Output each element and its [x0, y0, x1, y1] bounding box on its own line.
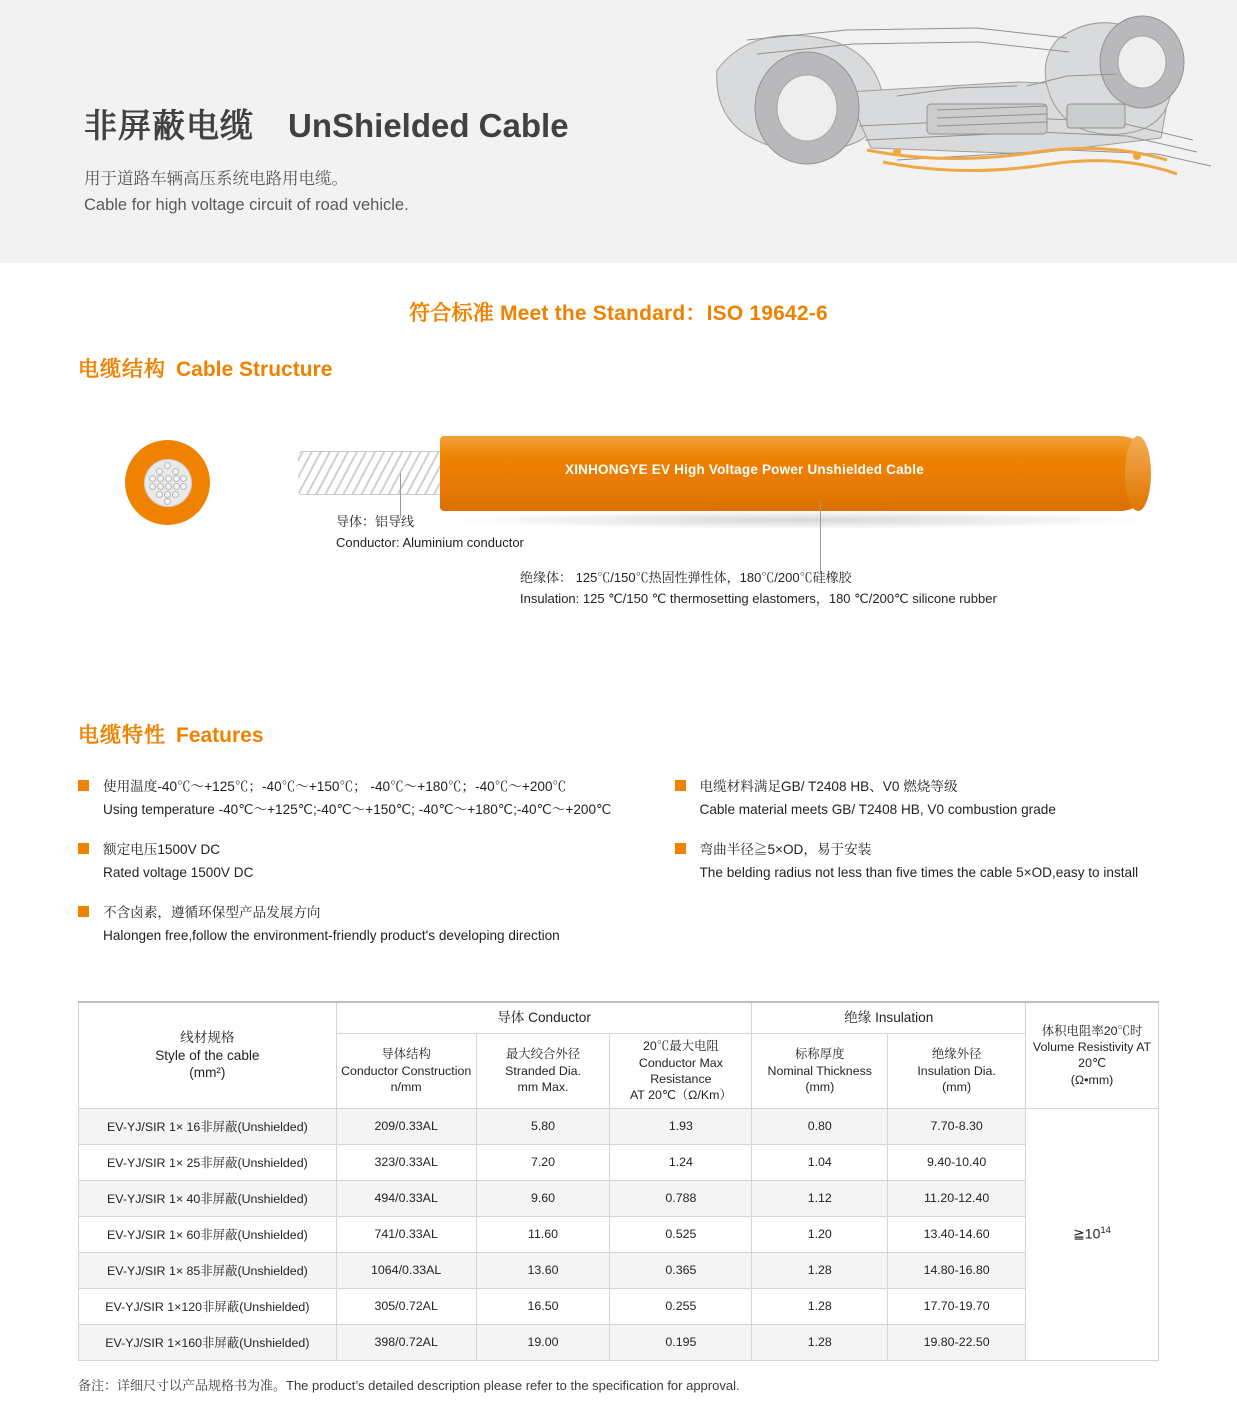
features-list — [0, 757, 1237, 963]
vehicle-chassis-illustration — [597, 0, 1237, 263]
bullet-square-icon — [78, 780, 89, 791]
cell-insulation-dia: 13.40-14.60 — [888, 1216, 1026, 1252]
page-title — [84, 100, 569, 147]
table-row — [79, 1180, 1159, 1216]
header-nominal-thickness — [752, 1034, 888, 1109]
page-subtitle-cn: 用于道路车辆高压系统电路用电缆。 — [84, 170, 348, 188]
table-row — [79, 1288, 1159, 1324]
cell-construction: 209/0.33AL — [336, 1108, 476, 1144]
header-stranded-dia — [476, 1034, 610, 1109]
cell-construction: 305/0.72AL — [336, 1288, 476, 1324]
header-max-resistance — [610, 1034, 752, 1109]
header-style-unit: (mm²) — [189, 1065, 226, 1081]
header-style-cn: 线材规格 — [180, 1029, 235, 1045]
header-cc-cn: 导体结构 — [381, 1047, 431, 1062]
cell-stranded: 16.50 — [476, 1288, 610, 1324]
header-id-en: Insulation Dia. — [917, 1063, 996, 1078]
cell-style: EV-YJ/SIR 1× 85非屏蔽(Unshielded) — [79, 1252, 337, 1288]
cell-insulation-dia: 17.70-19.70 — [888, 1288, 1026, 1324]
header-nt-unit: (mm) — [805, 1080, 835, 1095]
feature-text-en: Rated voltage 1500V DC — [103, 865, 254, 881]
cell-stranded: 11.60 — [476, 1216, 610, 1252]
cable-cross-section-icon — [125, 440, 210, 525]
cell-construction: 1064/0.33AL — [336, 1252, 476, 1288]
header-insulation-dia — [888, 1034, 1026, 1109]
cell-thickness: 1.12 — [752, 1180, 888, 1216]
cell-insulation-dia: 19.80-22.50 — [888, 1324, 1026, 1360]
cell-style: EV-YJ/SIR 1×120非屏蔽(Unshielded) — [79, 1288, 337, 1324]
header-style-of-cable — [79, 1002, 337, 1108]
cell-construction: 323/0.33AL — [336, 1144, 476, 1180]
header-id-unit: (mm) — [942, 1080, 972, 1095]
bullet-square-icon — [675, 780, 686, 791]
header-sd-unit: mm Max. — [517, 1080, 569, 1095]
header-cc-unit: n/mm — [390, 1080, 422, 1095]
cell-insulation-dia: 11.20-12.40 — [888, 1180, 1026, 1216]
section-heading-features — [78, 719, 1237, 749]
table-row — [79, 1252, 1159, 1288]
feature-text-cn: 额定电压1500V DC — [103, 841, 221, 857]
specification-table-wrapper — [78, 1001, 1159, 1360]
feature-text-en: The belding radius not less than five times the cable 5×OD,easy to install — [699, 865, 1139, 881]
cell-resistance: 1.93 — [610, 1108, 752, 1144]
feature-text-en: Using temperature -40℃～+125℃;-40℃～+150℃; -40℃～+180℃;-40℃～+200℃ — [103, 802, 612, 818]
vr-exponent: 14 — [1100, 1225, 1111, 1237]
header-group-conductor: 导体 Conductor — [336, 1002, 752, 1033]
cell-thickness: 1.28 — [752, 1288, 888, 1324]
page-header — [0, 0, 1237, 263]
table-note: 备注：详细尺寸以产品规格书为准。The product’s detailed description please refer to the specification for approval. — [78, 1377, 740, 1393]
cell-stranded: 7.20 — [476, 1144, 610, 1180]
feature-text-cn: 使用温度-40℃～+125℃；-40℃～+150℃； -40℃～+180℃；-40℃～+200℃ — [103, 779, 567, 794]
header-style-en: Style of the cable — [155, 1047, 260, 1063]
feature-text-en: Cable material meets GB/ T2408 HB, V0 combustion grade — [699, 802, 1056, 818]
bullet-square-icon — [675, 843, 686, 854]
features-column-left — [78, 775, 619, 963]
header-vr-unit: (Ω•mm) — [1070, 1072, 1114, 1087]
header-mr-cn: 20℃最大电阻 — [643, 1039, 719, 1054]
cell-construction: 398/0.72AL — [336, 1324, 476, 1360]
callout-insulation-cn: 绝缘体： 125℃/150℃热固性弹性体，180℃/200℃硅橡胶 — [520, 570, 852, 585]
cell-thickness: 1.28 — [752, 1324, 888, 1360]
leader-line-insulation — [820, 501, 821, 573]
page-title-cn: 非屏蔽电缆 — [84, 107, 254, 144]
cable-structure-diagram — [0, 393, 1237, 693]
cell-resistance: 0.525 — [610, 1216, 752, 1252]
cell-style: EV-YJ/SIR 1×160非屏蔽(Unshielded) — [79, 1324, 337, 1360]
section-heading-structure-en: Cable Structure — [176, 358, 333, 381]
callout-conductor — [336, 511, 524, 554]
header-mr-en: Conductor Max Resistance — [638, 1055, 723, 1086]
header-conductor-construction — [336, 1034, 476, 1109]
cell-thickness: 1.04 — [752, 1144, 888, 1180]
feature-item — [78, 901, 619, 948]
cell-stranded: 9.60 — [476, 1180, 610, 1216]
cell-thickness: 1.20 — [752, 1216, 888, 1252]
feature-item — [78, 775, 619, 822]
page-subtitle-en: Cable for high voltage circuit of road vehicle. — [84, 196, 409, 214]
cell-resistance: 0.365 — [610, 1252, 752, 1288]
section-heading-features-cn: 电缆特性 — [78, 724, 166, 747]
specification-table — [78, 1001, 1159, 1360]
cell-construction: 494/0.33AL — [336, 1180, 476, 1216]
table-header-group-row — [79, 1002, 1159, 1033]
bullet-square-icon — [78, 843, 89, 854]
section-heading-structure — [78, 353, 1237, 383]
cell-resistance: 0.195 — [610, 1324, 752, 1360]
cell-resistance: 0.255 — [610, 1288, 752, 1324]
cell-thickness: 1.28 — [752, 1252, 888, 1288]
feature-item — [78, 838, 619, 885]
cell-stranded: 5.80 — [476, 1108, 610, 1144]
section-heading-structure-cn: 电缆结构 — [78, 358, 166, 381]
header-sd-cn: 最大绞合外径 — [505, 1047, 581, 1062]
cell-insulation-dia: 9.40-10.40 — [888, 1144, 1026, 1180]
cell-resistance: 0.788 — [610, 1180, 752, 1216]
table-row — [79, 1144, 1159, 1180]
features-column-right — [619, 775, 1160, 963]
callout-conductor-cn: 导体：铝导线 — [336, 514, 415, 529]
header-id-cn: 绝缘外径 — [931, 1047, 982, 1062]
vr-value: ≧10 — [1073, 1226, 1101, 1243]
header-vr-cn: 体积电阻率20℃时 — [1041, 1023, 1143, 1038]
header-mr-unit: AT 20℃（Ω/Km） — [629, 1088, 732, 1103]
feature-item — [675, 838, 1160, 885]
conductor-wire-graphic — [298, 451, 448, 495]
header-nt-en: Nominal Thickness — [767, 1063, 872, 1078]
header-sd-en: Stranded Dia. — [505, 1063, 581, 1078]
cable-print-text: XINHONGYE EV High Voltage Power Unshielded Cable — [565, 462, 924, 477]
header-nt-cn: 标称厚度 — [794, 1047, 845, 1062]
cell-style: EV-YJ/SIR 1× 40非屏蔽(Unshielded) — [79, 1180, 337, 1216]
callout-insulation — [520, 567, 997, 610]
page-title-en: UnShielded Cable — [288, 107, 569, 144]
header-volume-resistivity — [1026, 1002, 1159, 1108]
cell-stranded: 13.60 — [476, 1252, 610, 1288]
header-vr-en: Volume Resistivity AT 20℃ — [1032, 1040, 1152, 1071]
cell-insulation-dia: 7.70-8.30 — [888, 1108, 1026, 1144]
feature-text-cn: 弯曲半径≧5×OD，易于安装 — [699, 841, 872, 857]
table-row — [79, 1324, 1159, 1360]
standard-line: 符合标准 Meet the Standard：ISO 19642-6 — [409, 302, 828, 325]
callout-conductor-en: Conductor: Aluminium conductor — [336, 535, 524, 551]
cell-volume-resistivity — [1026, 1108, 1159, 1360]
feature-text-cn: 不含卤素，遵循环保型产品发展方向 — [103, 904, 321, 920]
header-group-insulation: 绝缘 Insulation — [752, 1002, 1026, 1033]
feature-text-en: Halongen free,follow the environment-friendly product's developing direction — [103, 927, 560, 943]
feature-item — [675, 775, 1160, 822]
cable-shadow — [450, 511, 1150, 529]
cell-style: EV-YJ/SIR 1× 25非屏蔽(Unshielded) — [79, 1144, 337, 1180]
cell-resistance: 1.24 — [610, 1144, 752, 1180]
cell-style: EV-YJ/SIR 1× 60非屏蔽(Unshielded) — [79, 1216, 337, 1252]
cell-thickness: 0.80 — [752, 1108, 888, 1144]
cell-stranded: 19.00 — [476, 1324, 610, 1360]
section-heading-features-en: Features — [176, 724, 264, 747]
cell-style: EV-YJ/SIR 1× 16非屏蔽(Unshielded) — [79, 1108, 337, 1144]
conductor-strands-icon — [144, 459, 192, 507]
bullet-square-icon — [78, 906, 89, 917]
cell-insulation-dia: 14.80-16.80 — [888, 1252, 1026, 1288]
cell-construction: 741/0.33AL — [336, 1216, 476, 1252]
table-row — [79, 1108, 1159, 1144]
callout-insulation-en: Insulation: 125 ℃/150 ℃ thermosetting elastomers，180 ℃/200℃ silicone rubber — [520, 591, 997, 607]
header-cc-en: Conductor Construction — [341, 1063, 472, 1078]
table-row — [79, 1216, 1159, 1252]
feature-text-cn: 电缆材料满足GB/ T2408 HB、V0 燃烧等级 — [699, 779, 958, 794]
header-text-block — [84, 100, 569, 215]
